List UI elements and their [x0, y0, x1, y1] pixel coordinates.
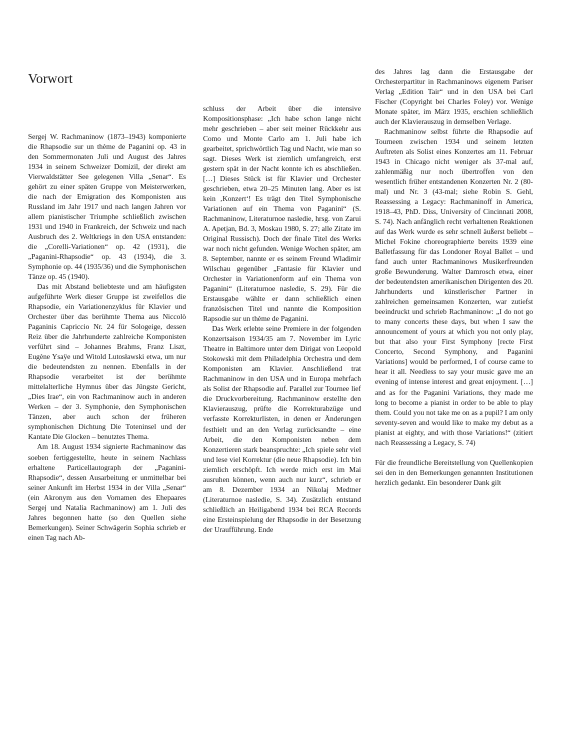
page-title: Vorwort	[28, 71, 73, 86]
paragraph: schluss der Arbeit über die intensive Kompositionsphase: „Ich habe schon lange nicht mehr geschrieben – aber seit meiner Rückkehr aus Como und Monte Carlo am 1. Juli habe ich gearbeitet, sprichwörtlich Tag und Nacht, wie man so sagt. Dieses Werk ist ziemlich umfangreich, erst gestern spät in der Nacht konnte ich es abschließen. […] Dieses Stück ist für Klavier und Orchester geschrieben, etwa 20–25 Minuten lang. Aber es ist kein ‚Konzert‘! Es trägt den Titel Symphonische Variationen auf ein Thema von Paganini“ (S. Rachmaninow, Literaturnoe nasledie, hrsg. von Zarui A. Apetjan, Bd. 3, Moskau 1980, S. 27; alle Zitate im Original Russisch). Doch der finale Titel des Werks war noch nicht gefunden. Wenige Wochen später, am 8. September, nannte er es seinem Freund Wladimir Wilschau gegenüber „Fantasie für Klavier und Orchester in Variationenform auf ein Thema von Paganini“ (Literaturnoe nasledie, S. 29). Für die Erstausgabe wählte er dann schließlich einen französischen Titel und nannte die Komposition Rapsodie sur un thème de Paganini.	[203, 104, 361, 324]
text-column-3	[375, 67, 533, 488]
paragraph: Rachmaninow selbst führte die Rhapsodie auf Tourneen zwischen 1934 und seinem letzten Auftreten als Solist eines Konzertes am 11. Februar 1943 in Chicago nicht weniger als 37-mal auf, zahlenmäßig nur noch übertroffen von den wesentlich früher entstandenen Konzerten Nr. 2 (80-mal) und Nr. 3 (43-mal; siehe Robin S. Gehl, Reassessing a Legacy: Rachmaninoff in America, 1918–43, PhD. Diss, University of Cincinnati 2008, S. 74). Nach anfänglich recht verhaltenen Reaktionen auf das Werk wurde es sehr schnell äußerst beliebt – Michel Fokine choreographierte bereits 1939 eine Balletfassung für das Londoner Royal Ballet – und fand auch unter Rachmaninows Musikerfreunden große Bewunderung. Walter Damrosch etwa, einer der bedeutendsten amerikanischen Dirigenten des 20. Jahrhunderts und künstlerischer Partner in zahlreichen gemeinsamen Konzerten, war zutiefst beeindruckt und schrieb Rachmaninow: „I do not go to many concerts these days, but when I saw the announcement of yours at which you not only play, but that also your First Symphony [recte First Concerto, Second Symphony, and Paganini Variations] would be performed, I of course came to hear it all. Needless to say your music gave me an evening of intense interest and great enjoyment. […] and as for the Paganini Variations, they made me long to become a pianist in order to be able to play them. Could you not take me on as a pupil? I am only seventy-seven and would like to make my debut as a pianist at eighty, and with those Variations!“ (zitiert nach Reassessing a Legacy, S. 74)	[375, 127, 533, 447]
text-column-1	[28, 132, 186, 543]
text-column-2	[203, 104, 361, 535]
paragraph: des Jahres lag dann die Erstausgabe der Orchesterpartitur in Rachmaninows eigenem Pariser Verlag „Edition Tair“ und in den USA bei Carl Fischer (Copyright bei Charles Foley) vor. Wenige Monate später, im März 1935, erschien schließlich auch der Klavierauszug in demselben Verlage.	[375, 67, 533, 127]
paragraph: Für die freundliche Bereitstellung von Quellenkopien sei den in den Bemerkungen genannten Institutionen herzlich gedankt. Ein besonderer Dank gilt	[375, 457, 533, 487]
paragraph: Das Werk erlebte seine Premiere in der folgenden Konzertsaison 1934/35 am 7. November im Lyric Theatre in Baltimore unter dem Dirigat von Leopold Stokowski mit dem Philadelphia Orchestra und dem Komponisten am Klavier. Anschließend trat Rachmaninow in den USA und in Europa mehrfach als Solist der Rhapsodie auf. Parallel zur Tournee lief die Druckvorbereitung. Rachmaninow erstellte den Klavierauszug, prüfte die Korrekturabzüge und verfasste Korrekturlisten, in denen er Änderungen festhielt und an den Verlag zurücksandte – eine Arbeit, die den Komponisten neben dem Konzertieren stark beanspruchte: „Ich spiele sehr viel und lese viel Korrektur (die neue Rhapsodie). Ich bin ziemlich erschöpft. Ich werde mich erst im Mai ausruhen können, wenn auch nur kurz“, schrieb er am 8. Dezember 1934 an Nikolaj Medtner (Literaturnoe nasledie, S. 34). Zusätzlich entstand schließlich an Heiligabend 1934 bei RCA Records eine Ersteinspielung der Rhapsodie in der Besetzung der Uraufführung. Ende	[203, 324, 361, 534]
paragraph: Am 18. August 1934 signierte Rachmaninow das soeben fertiggestellte, heute in seinem Nachlass erhaltene Particellautograph der „Paganini-Rhapsodie“, dessen Ausarbeitung er unmittelbar bei seiner Ankunft im Herbst 1934 in der Villa „Senar“ (ein Akronym aus den Vornamen des Ehepaares Sergej und Natalia Rachmaninow) am 1. Juli des Jahres begonnen hatte (so den Quellen siehe Bemerkungen). Seiner Schwägerin Sophia schrieb er einen Tag nach Ab-	[28, 442, 186, 542]
paragraph: Das mit Abstand beliebteste und am häufigsten aufgeführte Werk dieser Gruppe ist zweifellos die Rhapsodie, ein Variationenzyklus für Klavier und Orchester über das berühmte Thema aus Niccolò Paganinis Capriccio Nr. 24 für Sologeige, dessen Reiz über die Jahrhunderte zahlreiche Komponisten verführt sind – Johannes Brahms, Franz Liszt, Eugène Ysaÿe und Witold Lutosławski etwa, um nur die bedeutendsten zu nennen. Ebenfalls in der Rhapsodie verarbeitet ist der berühmte mittelalterliche Hymnus über das Jüngste Gericht, „Dies Irae“, ein von Rachmaninow auch in anderen Werken – der 3. Symphonie, den Symphonischen Tänzen, aber auch schon der früheren symphonischen Dichtung Die Toteninsel und der Kantate Die Glocken – benutztes Thema.	[28, 282, 186, 442]
paragraph: Sergej W. Rachmaninow (1873–1943) komponierte die Rhapsodie sur un thème de Paganini op. 43 in den Sommermonaten Juli und August des Jahres 1934 in seinem Schweizer Domizil, der direkt am Vierwaldstätter See gelegenen Villa „Senar“. Es gehört zu einer späten Gruppe von Meisterwerken, die nach der Emigration des Komponisten aus Russland im Jahr 1917 und nach langen Jahren vor allem pianistischer Triumphe schließlich zwischen 1931 und 1940 in Frankreich, der Schweiz und nach Ausbruch des 2. Weltkriegs in den USA entstanden: die „Corelli-Variationen“ op. 42 (1931), die „Paganini-Rhapsodie“ op. 43 (1934), die 3. Symphonie op. 44 (1935/36) und die Symphonischen Tänze op. 45 (1940).	[28, 132, 186, 282]
